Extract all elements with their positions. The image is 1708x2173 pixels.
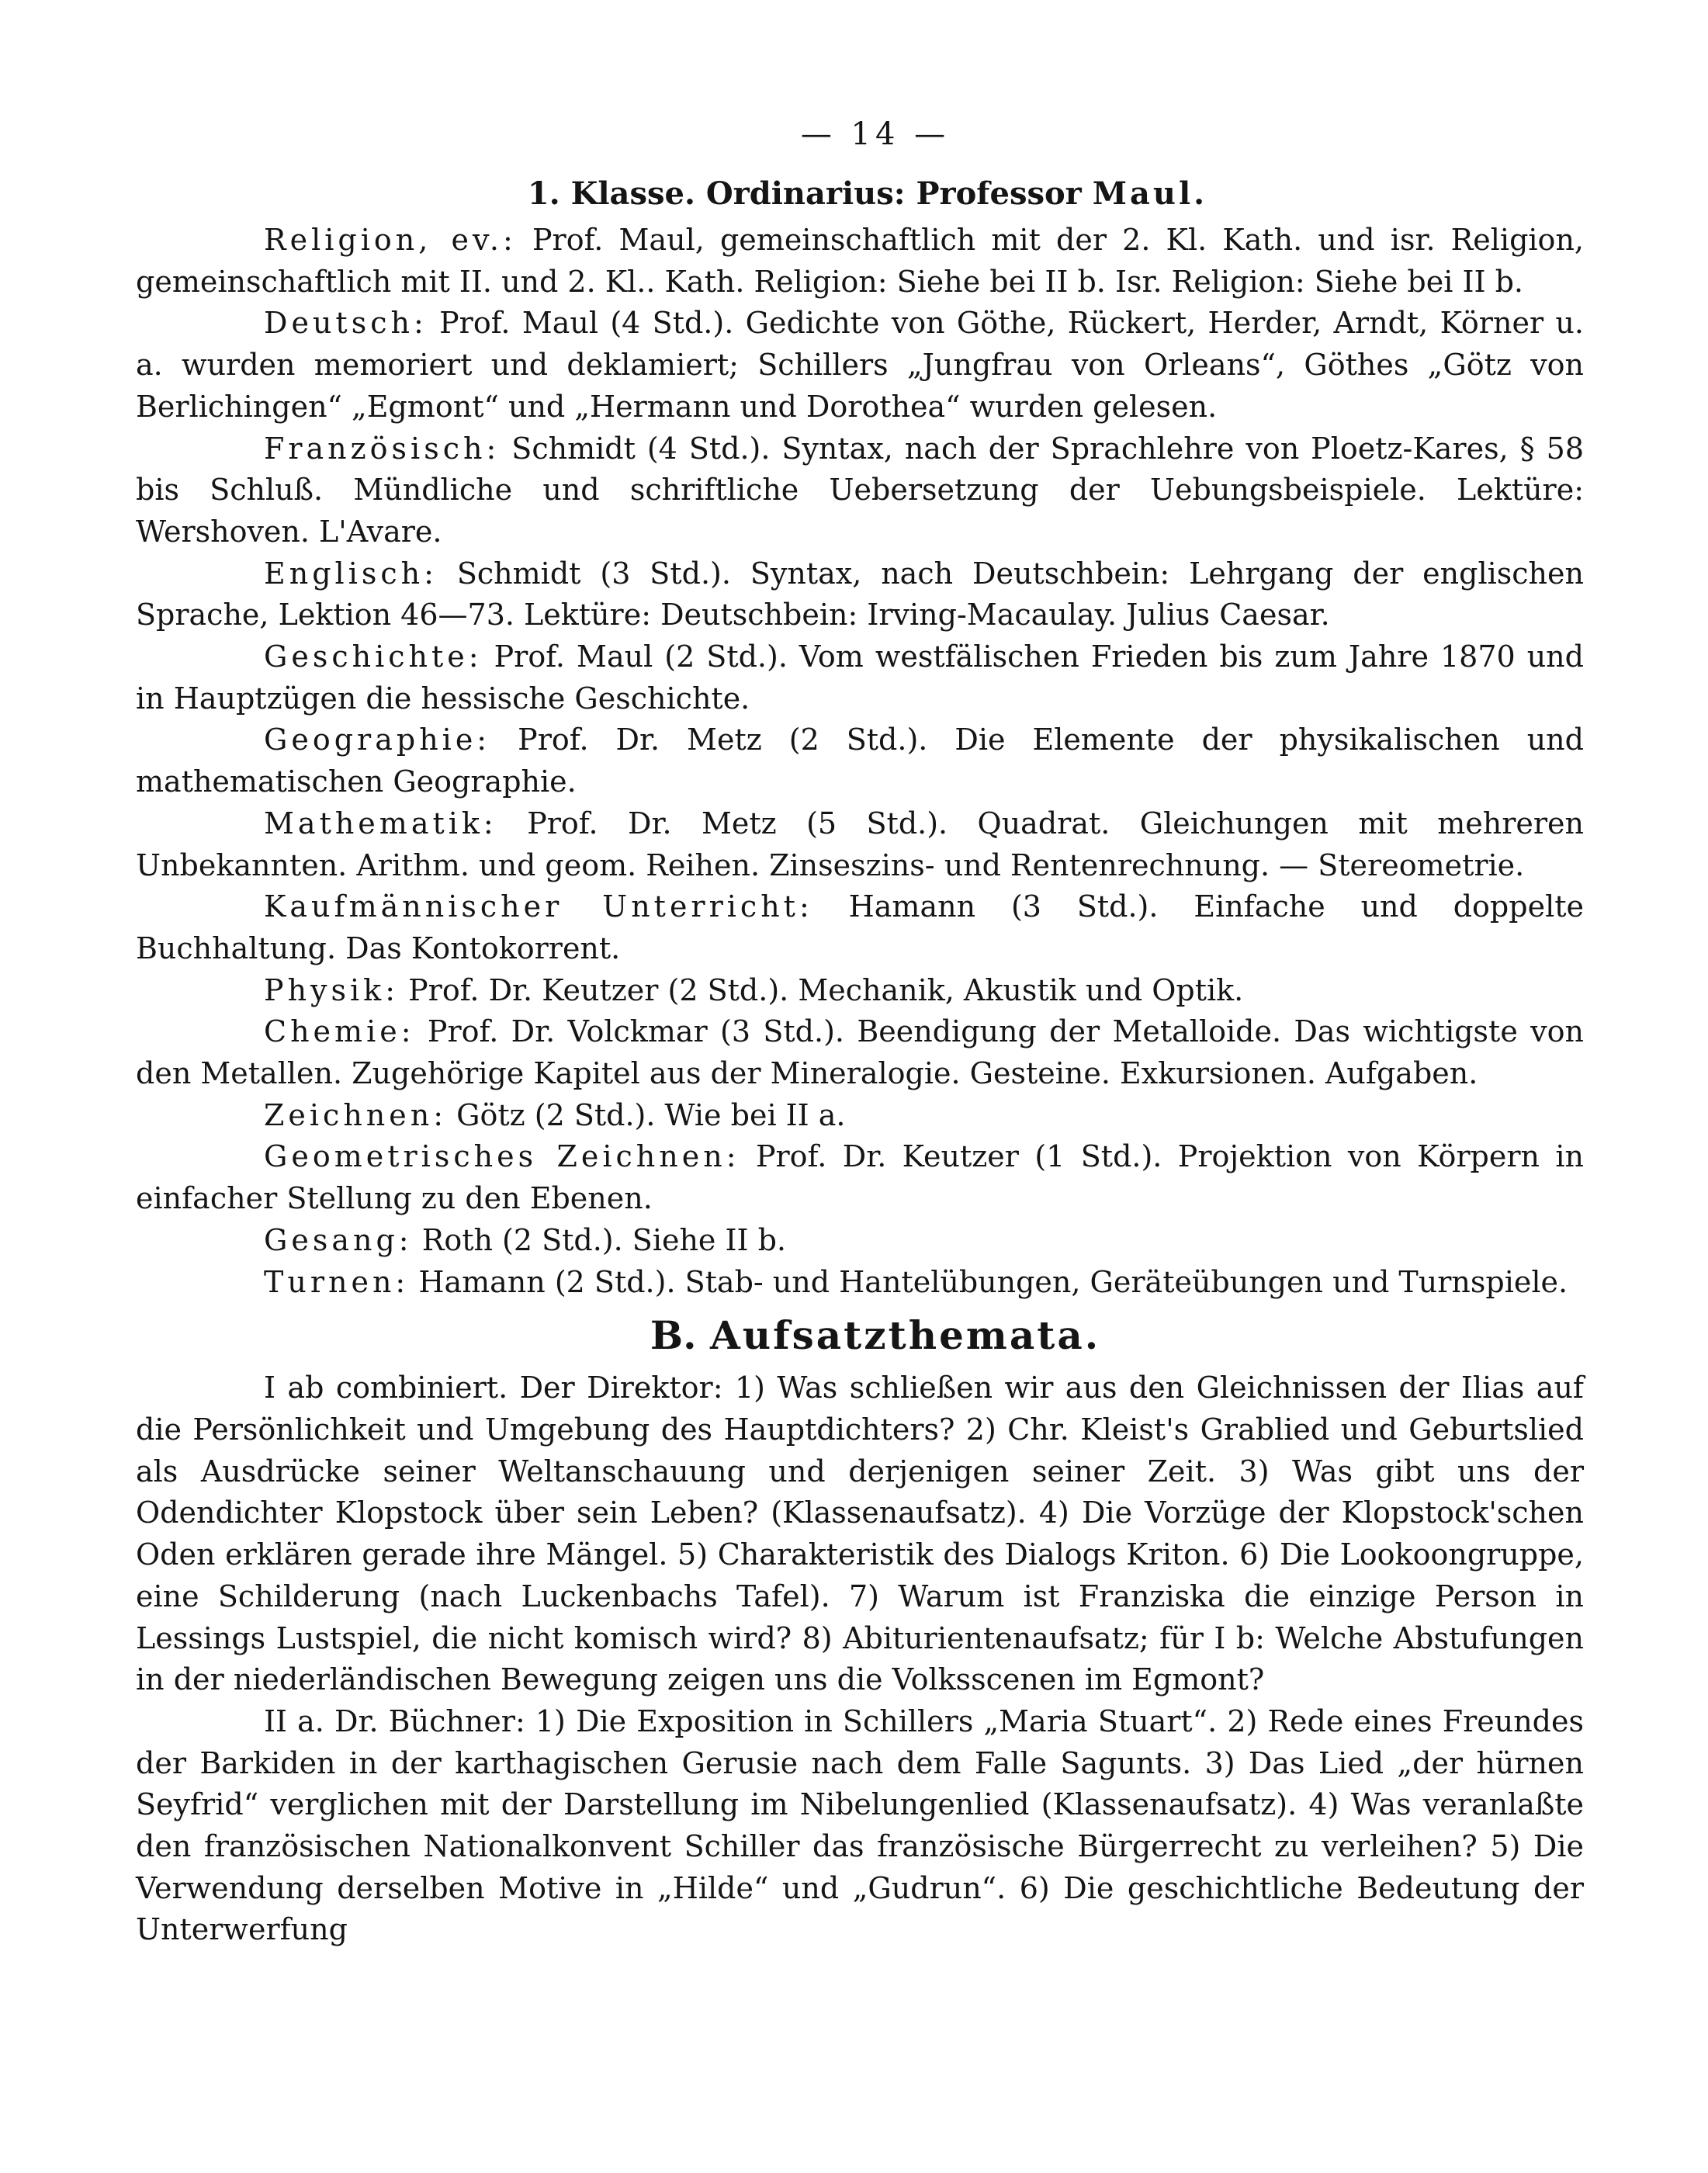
section-heading-title: Aufsatzthemata. (709, 1312, 1101, 1359)
subject-label: Englisch: (264, 556, 438, 591)
subject-entry (136, 1095, 1584, 1137)
class-heading (136, 175, 1584, 212)
subject-label: Mathematik: (264, 806, 497, 840)
subject-list (136, 220, 1584, 1303)
class-heading-prefix: 1. Klasse. (527, 175, 695, 212)
subject-entry (136, 719, 1584, 802)
subject-text: Prof. Dr. Metz (2 Std.). Die Elemente der physikalischen und mathematischen Geographie. (136, 723, 1584, 799)
subject-text: Schmidt (3 Std.). Syntax, nach Deutschbein: Lehrgang der englischen Sprache, Lektion 46—73. Lektüre: Deutschbein: Irving-Macaulay. Julius Caesar. (136, 556, 1584, 632)
subject-text: Prof. Maul (4 Std.). Gedichte von Göthe, Rückert, Herder, Arndt, Körner u. a. wurden memoriert und deklamiert; Schillers „Jungfrau von Orleans“, Göthes „Götz von Berlichingen“ „Egmont“ und „Hermann und Dorothea“ wurden gelesen. (136, 306, 1584, 424)
essay-topic-list (136, 1367, 1584, 1951)
subject-text: Prof. Dr. Keutzer (1 Std.). Projektion von Körpern in einfacher Stellung zu den Ebenen. (136, 1139, 1584, 1216)
subject-label: Deutsch: (264, 306, 428, 341)
section-heading (136, 1312, 1584, 1358)
subject-text: Prof. Maul (2 Std.). Vom westfälischen Frieden bis zum Jahre 1870 und in Hauptzügen die hessische Geschichte. (136, 639, 1584, 716)
subject-text: Prof. Dr. Keutzer (2 Std.). Mechanik, Akustik und Optik. (408, 972, 1244, 1007)
subject-text: Prof. Maul, gemeinschaftlich mit der 2. Kl. Kath. und isr. Religion, gemeinschaftlich mit II. und 2. Kl.. Kath. Religion: Siehe bei II b. Isr. Religion: Siehe bei II b. (136, 223, 1584, 299)
subject-label: Geschichte: (264, 639, 483, 674)
subject-entry (136, 1011, 1584, 1094)
subject-label: Französisch: (264, 431, 501, 466)
subject-label: Geographie: (264, 723, 491, 757)
subject-entry (136, 428, 1584, 553)
subject-entry (136, 803, 1584, 886)
subject-entry (136, 553, 1584, 636)
subject-label: Zeichnen: (264, 1097, 448, 1132)
subject-text: Roth (2 Std.). Siehe II b. (421, 1222, 787, 1257)
subject-label: Geometrisches Zeichnen: (264, 1139, 740, 1174)
subject-label: Physik: (264, 972, 399, 1007)
subject-label: Gesang: (264, 1222, 413, 1257)
subject-label: Religion, ev.: (264, 223, 517, 257)
subject-text: Prof. Dr. Volckmar (3 Std.). Beendigung der Metalloide. Das wichtigste von den Metallen. Zugehörige Kapitel aus der Mineralogie. Gesteine. Exkursionen. Aufgaben. (136, 1014, 1584, 1091)
subject-text: Schmidt (4 Std.). Syntax, nach der Sprachlehre von Ploetz-Kares, § 58 bis Schluß. Mündliche und schriftliche Uebersetzung der Uebungsbeispiele. Lektüre: Wershoven. L'Avare. (136, 431, 1584, 549)
subject-text: Prof. Dr. Metz (5 Std.). Quadrat. Gleichungen mit mehreren Unbekannten. Arithm. und geom. Reihen. Zinseszins- und Rentenrechnung. — Stereometrie. (136, 806, 1584, 882)
subject-label: Chemie: (264, 1014, 415, 1049)
subject-entry (136, 970, 1584, 1012)
subject-entry (136, 1136, 1584, 1219)
subject-entry (136, 886, 1584, 969)
class-heading-ordinarius: Ordinarius: Professor (705, 175, 1082, 212)
subject-entry (136, 220, 1584, 303)
section-heading-letter: B. (650, 1312, 697, 1359)
subject-entry (136, 1262, 1584, 1304)
subject-text: Hamann (2 Std.). Stab- und Hantelübungen, Geräteübungen und Turnspiele. (418, 1264, 1568, 1299)
essay-paragraph: II a. Dr. Büchner: 1) Die Exposition in Schillers „Maria Stuart“. 2) Rede eines Freundes der Barkiden in der karthagischen Gerusie nach dem Falle Sagunts. 3) Das Lied „der hürnen Seyfrid“ verglichen mit der Darstellung im Nibelungenlied (Klassenaufsatz). 4) Was veranlaßte den französischen Nationalkonvent Schiller das französische Bürgerrecht zu verleihen? 5) Die Verwendung derselben Motive in „Hilde“ und „Gudrun“. 6) Die geschichtliche Bedeutung der Unterwerfung (136, 1703, 1584, 1947)
subject-text: Götz (2 Std.). Wie bei II a. (456, 1097, 846, 1132)
subject-entry (136, 303, 1584, 428)
subject-text: Hamann (3 Std.). Einfache und doppelte Buchhaltung. Das Kontokorrent. (136, 889, 1584, 965)
subject-label: Turnen: (264, 1264, 410, 1299)
subject-label: Kaufmännischer Unterricht: (264, 889, 813, 924)
essay-paragraph: I ab combiniert. Der Direktor: 1) Was schließen wir aus den Gleichnissen der Ilias auf die Persönlichkeit und Umgebung des Hauptdichters? 2) Chr. Kleist's Grablied und Geburtslied als Ausdrücke seiner Weltanschauung und derjenigen seiner Zeit. 3) Was gibt uns der Odendichter Klopstock über sein Leben? (Klassenaufsatz). 4) Die Vorzüge der Klopstock'schen Oden erklären gerade ihre Mängel. 5) Charakteristik des Dialogs Kriton. 6) Die Lookoongruppe, eine Schilderung (nach Luckenbachs Tafel). 7) Warum ist Franziska die einzige Person in Lessings Lustspiel, die nicht komisch wird? 8) Abiturientenaufsatz; für I b: Welche Abstufungen in der niederländischen Bewegung zeigen uns die Volksscenen im Egmont? (136, 1371, 1584, 1697)
class-heading-teacher: Maul. (1092, 175, 1208, 212)
subject-entry (136, 636, 1584, 719)
subject-entry (136, 1220, 1584, 1262)
page-number: — 14 — (800, 116, 951, 152)
